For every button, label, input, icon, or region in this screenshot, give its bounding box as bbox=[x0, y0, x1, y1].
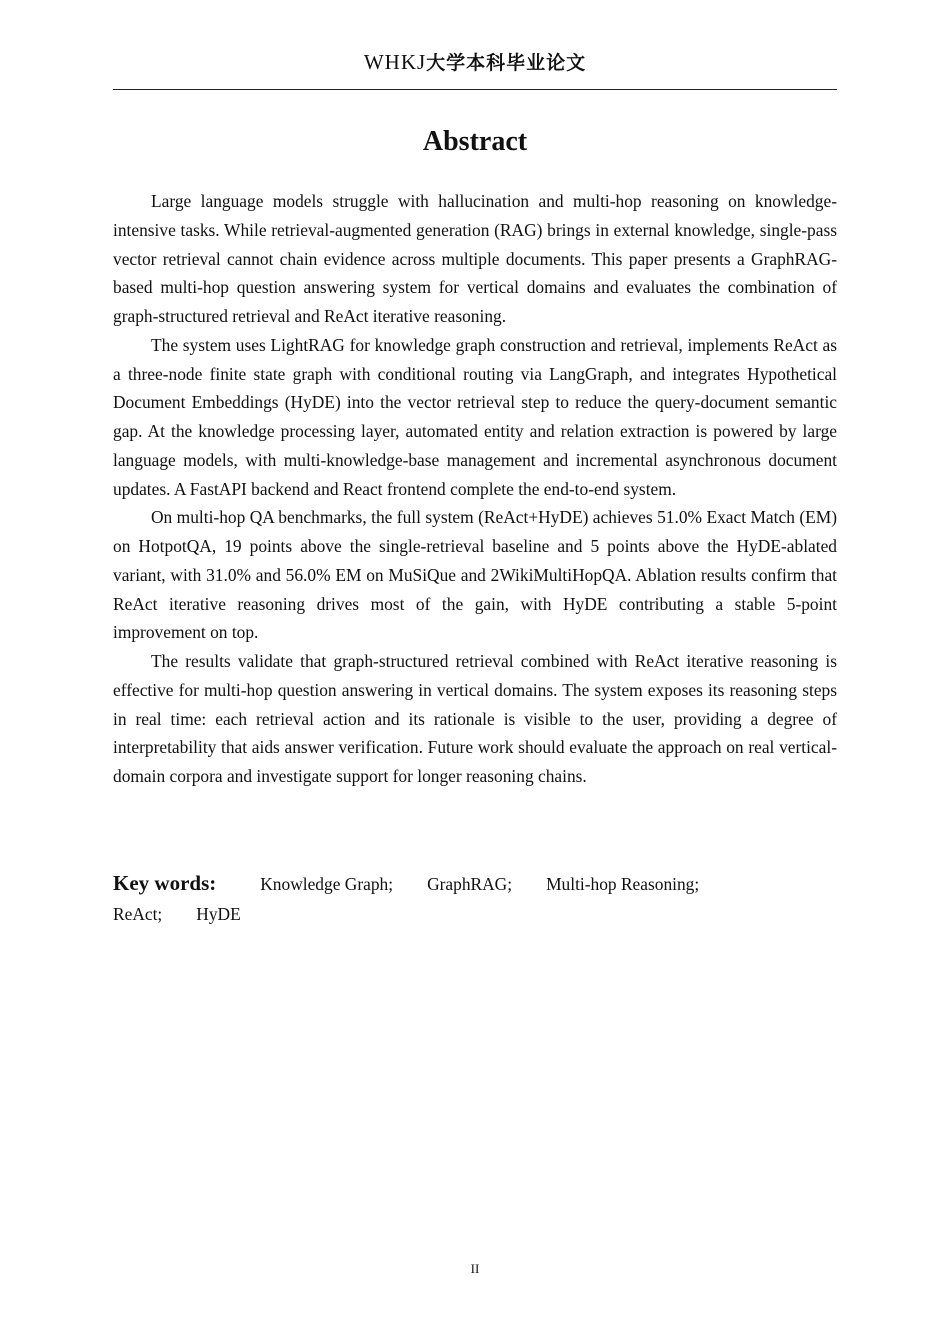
keyword: ReAct; bbox=[113, 904, 163, 924]
keywords-label: Key words: bbox=[113, 871, 217, 895]
abstract-paragraph: The results validate that graph-structured retrieval combined with ReAct iterative reasoning is effective for multi-hop question answering in vertical domains. The system exposes its reasoning steps in real time: each retrieval action and its rationale is visible to the user, providing a degree of interpretability that aids answer verification. Future work should evaluate the approach on real vertical-domain corpora and investigate support for longer reasoning chains. bbox=[113, 651, 837, 786]
keyword: Multi-hop Reasoning; bbox=[546, 874, 700, 894]
abstract-title: Abstract bbox=[422, 126, 528, 157]
header-chinese: 大学本科毕业论文 bbox=[426, 52, 587, 74]
abstract-paragraph: Large language models struggle with hallucination and multi-hop reasoning on knowledge-intensive tasks. While retrieval-augmented generation (RAG) brings in external knowledge, single-pass vector retrieval cannot chain evidence across multiple documents. This paper presents a GraphRAG-based multi-hop question answering system for vertical domains and evaluates the combination of graph-structured retrieval and ReAct iterative reasoning. bbox=[113, 191, 837, 326]
keyword: HyDE bbox=[196, 904, 241, 924]
page-number: II bbox=[470, 1261, 480, 1276]
abstract-paragraph: On multi-hop QA benchmarks, the full system (ReAct+HyDE) achieves 51.0% Exact Match (EM) on HotpotQA, 19 points above the single-retrieval baseline and 5 points above the HyDE-ablated variant, with 31.0% and 56.0% EM on MuSiQue and 2WikiMultiHopQA. Ablation results confirm that ReAct iterative reasoning drives most of the gain, with HyDE contributing a stable 5-point improvement on top. bbox=[113, 507, 837, 643]
header-latin: WHKJ bbox=[363, 50, 427, 74]
running-header bbox=[113, 48, 837, 77]
keyword: GraphRAG; bbox=[427, 874, 513, 894]
header-rule bbox=[113, 89, 837, 90]
keyword: Knowledge Graph; bbox=[260, 874, 394, 894]
abstract-body bbox=[113, 187, 837, 791]
keywords-block bbox=[113, 868, 837, 929]
abstract-paragraph: The system uses LightRAG for knowledge graph construction and retrieval, implements ReAct as a three-node finite state graph with conditional routing via LangGraph, and integrates Hypothetical Document Embeddings (HyDE) into the vector retrieval step to reduce the query-document semantic gap. At the knowledge processing layer, automated entity and relation extraction is powered by large language models, with multi-knowledge-base management and incremental asynchronous document updates. A FastAPI backend and React frontend complete the end-to-end system. bbox=[113, 334, 837, 499]
